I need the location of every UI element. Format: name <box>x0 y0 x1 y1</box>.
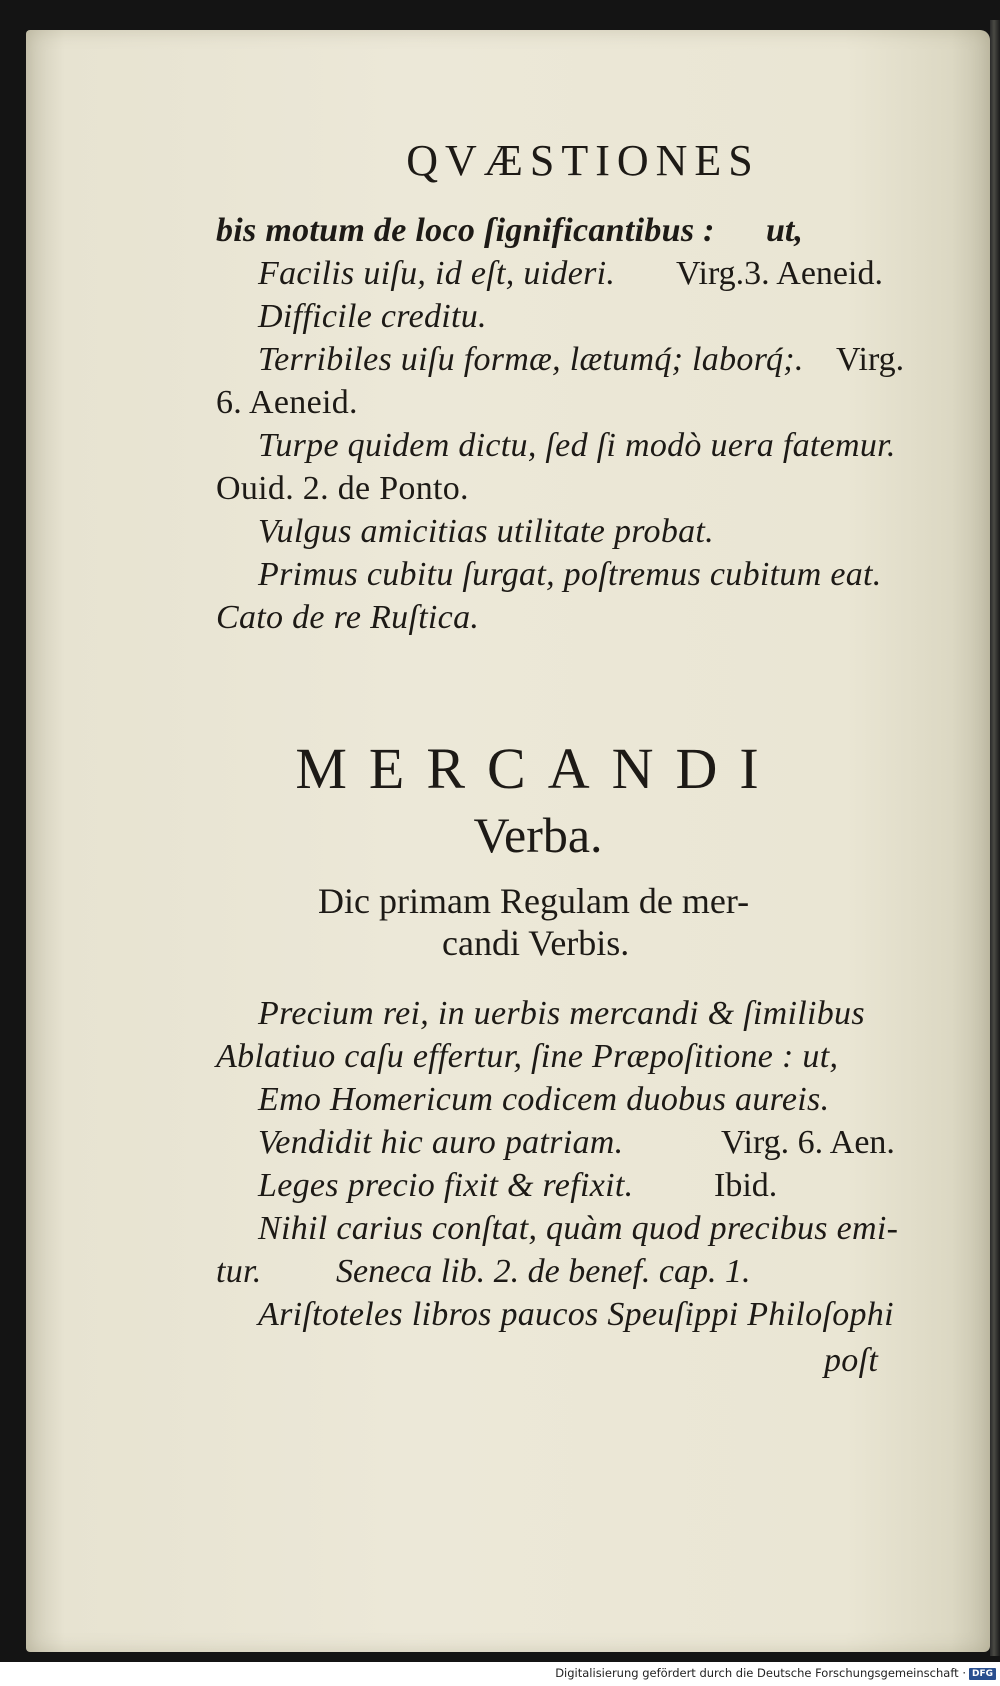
example-line-5: tur. <box>216 1253 262 1290</box>
text-line-9: Primus cubitu ſurgat, poſtremus cubitum eat. <box>258 556 882 593</box>
text-line-1-ut: ut, <box>766 212 803 249</box>
question-line-2: candi Verbis. <box>442 923 630 963</box>
book-edge <box>990 20 1000 1656</box>
text-line-2-cite: Virg.3. Aeneid. <box>676 255 883 292</box>
text-line-1: bis motum de loco ſignificantibus : <box>216 212 715 249</box>
text-line-4: Terribiles uiſu formæ, lætumq́; laborq́;. <box>258 341 804 378</box>
question-line-1: Dic primam Regulam de mer- <box>318 881 750 921</box>
text-line-5: 6. Aeneid. <box>216 384 358 421</box>
book-page <box>26 30 990 1652</box>
dfg-logo: DFG <box>969 1668 996 1680</box>
catchword: poſt <box>824 1342 879 1379</box>
example-line-3-cite: Ibid. <box>714 1167 778 1204</box>
digitization-credit <box>555 1666 996 1680</box>
running-head: QVÆSTIONES <box>406 136 760 185</box>
text-line-6: Turpe quidem dictu, ſed ſi modò uera fatemur. <box>258 427 896 464</box>
example-line-3: Leges precio fixit & refixit. <box>258 1167 634 1204</box>
section-subtitle: Verba. <box>473 807 603 863</box>
credit-text: Digitalisierung gefördert durch die Deutsche Forschungsgemeinschaft · <box>555 1666 966 1680</box>
text-line-2: Facilis uiſu, id eſt, uideri. <box>258 255 616 292</box>
section-title: MERCANDI <box>295 736 781 801</box>
text-line-10: Cato de re Ruſtica. <box>216 599 480 636</box>
example-line-2: Vendidit hic auro patriam. <box>258 1124 624 1161</box>
text-line-7: Ouid. 2. de Ponto. <box>216 470 469 507</box>
example-line-5-cite: Seneca lib. 2. de benef. cap. 1. <box>336 1253 751 1290</box>
example-line-6: Ariſtoteles libros paucos Speuſippi Philoſophi <box>258 1296 894 1333</box>
example-line-2-cite: Virg. 6. Aen. <box>721 1124 895 1161</box>
text-line-8: Vulgus amicitias utilitate probat. <box>258 513 714 550</box>
rule-line-1: Precium rei, in uerbis mercandi & ſimilibus <box>258 995 865 1032</box>
rule-line-2: Ablatiuo caſu effertur, ſine Præpoſitione : ut, <box>216 1038 839 1075</box>
example-line-4: Nihil carius conſtat, quàm quod precibus emi- <box>258 1210 899 1247</box>
text-line-3: Difficile creditu. <box>258 298 487 335</box>
example-line-1: Emo Homericum codicem duobus aureis. <box>258 1081 830 1118</box>
text-line-4-cite: Virg. <box>836 341 905 378</box>
